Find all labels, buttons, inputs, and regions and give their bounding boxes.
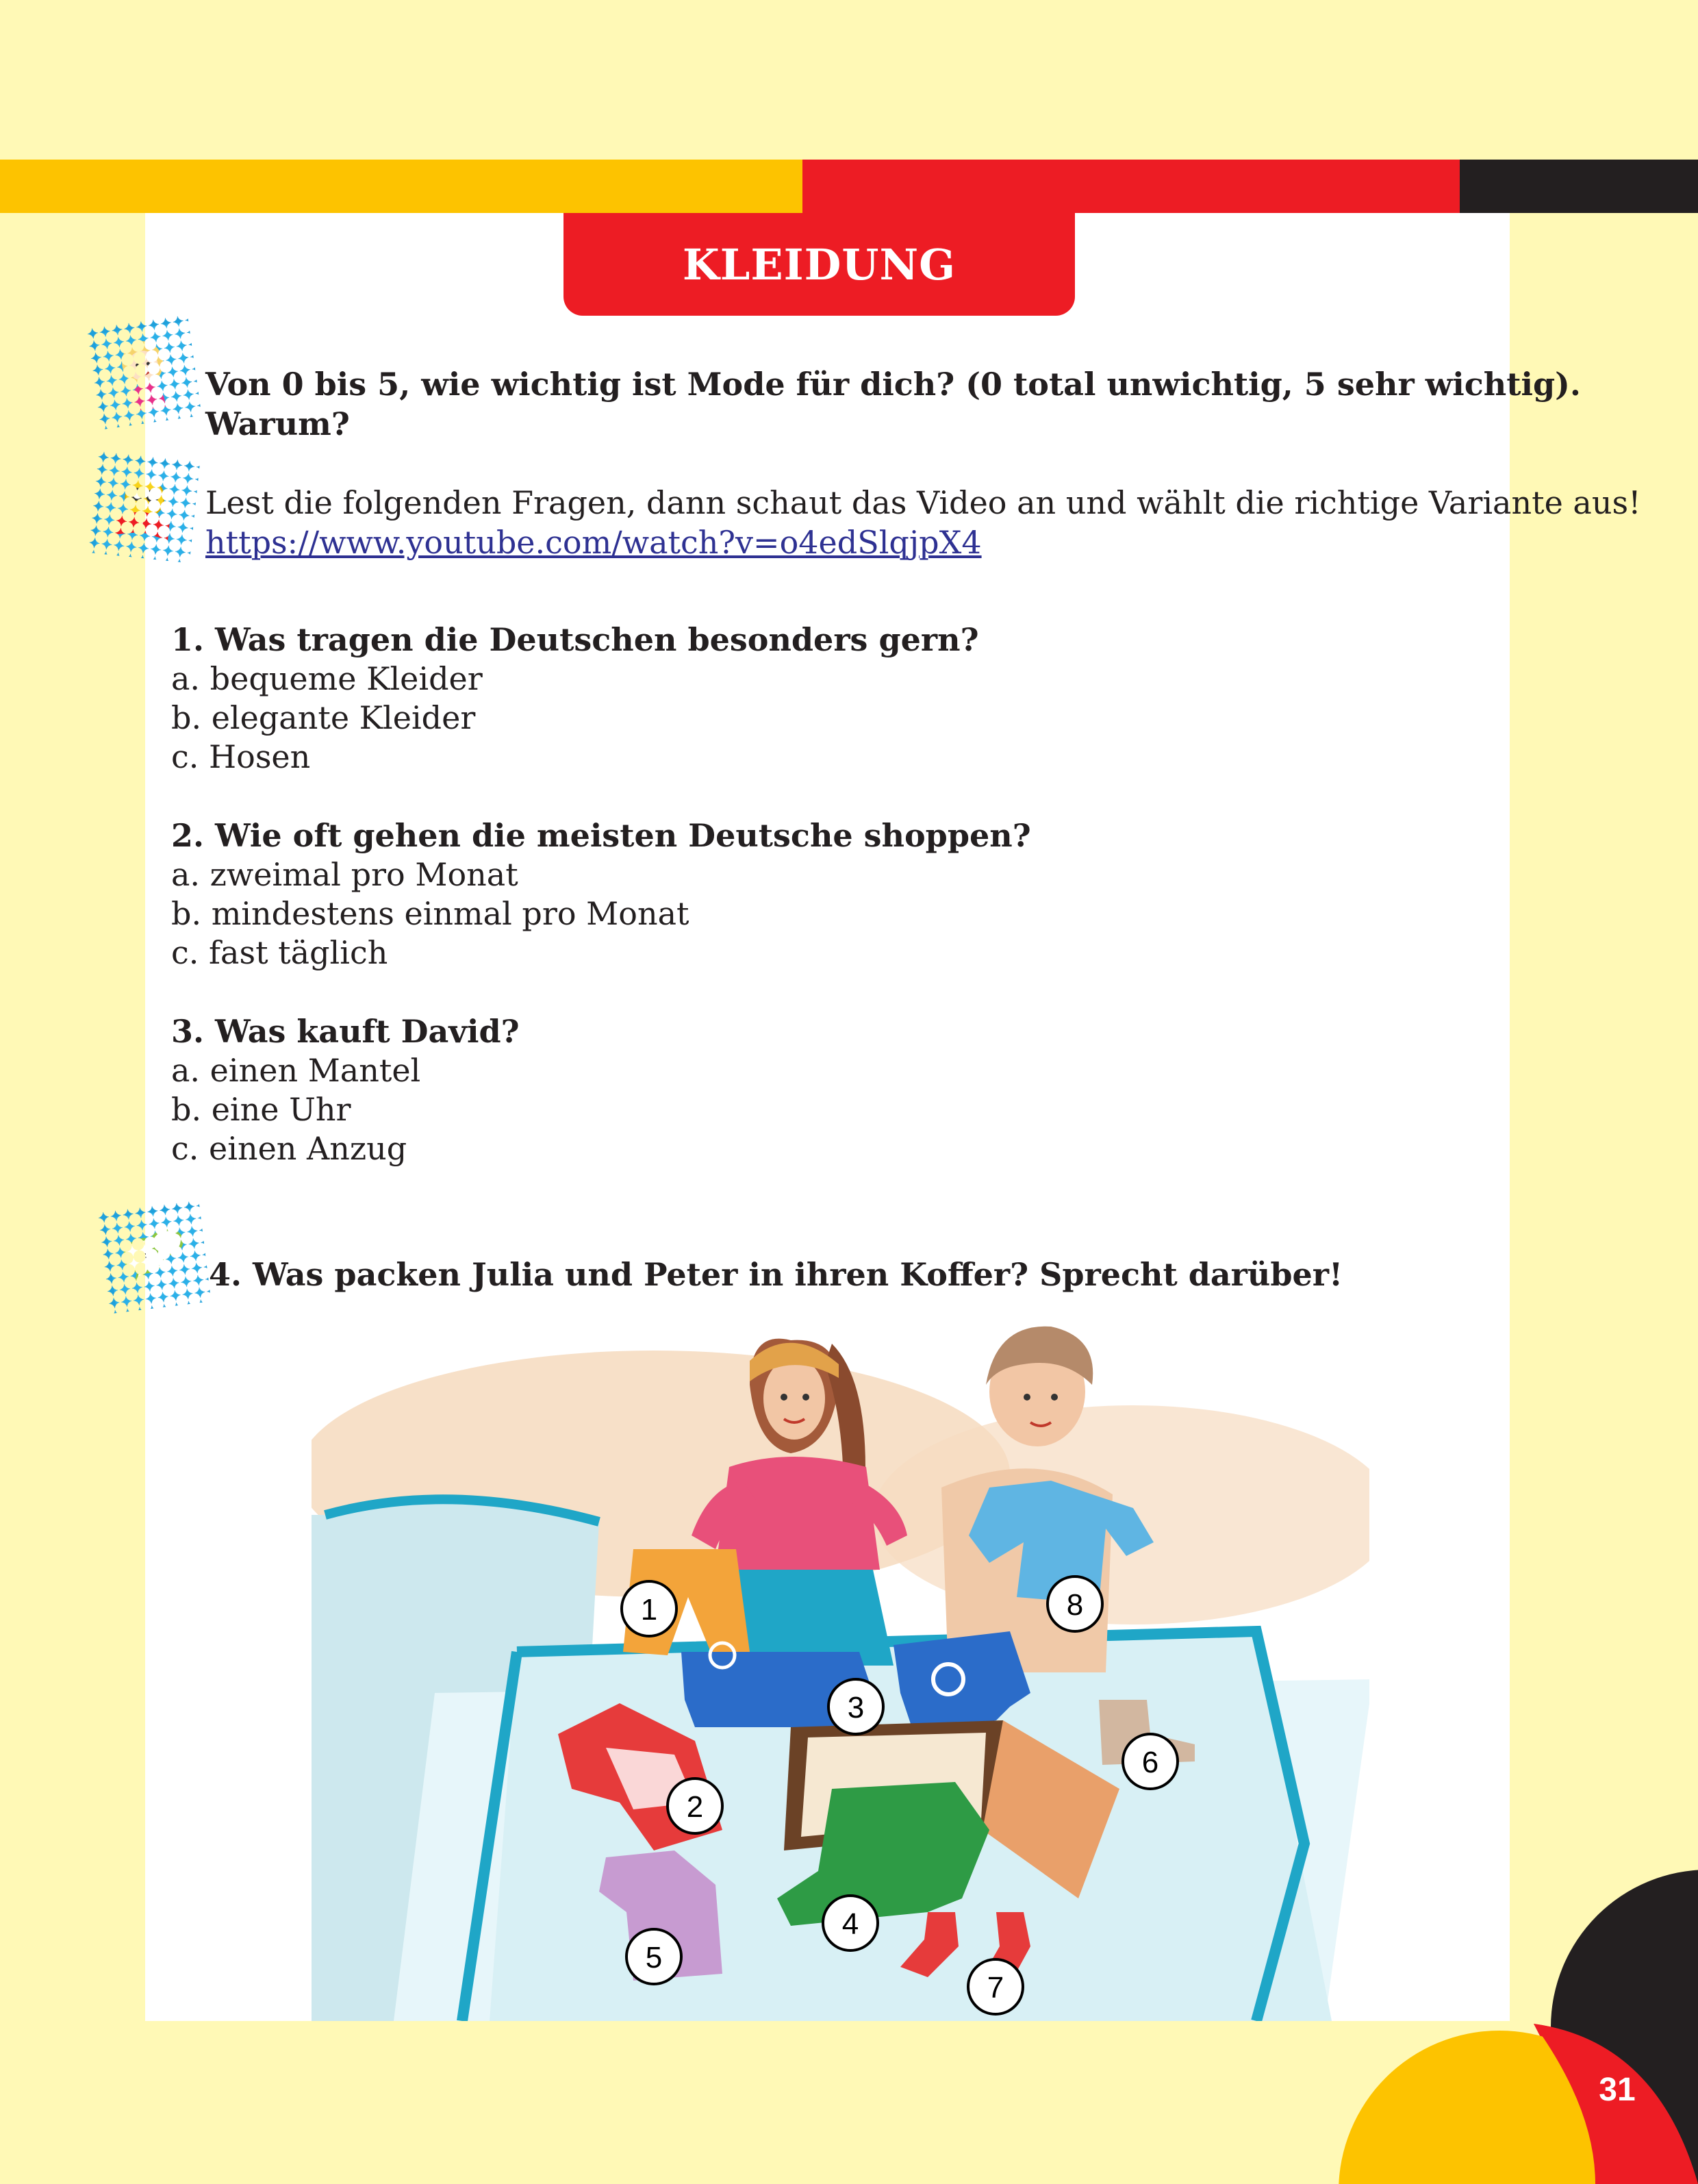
label-8: 8 (1066, 1588, 1084, 1622)
label-2: 2 (686, 1790, 704, 1824)
label-3: 3 (847, 1691, 865, 1724)
question-1-option-a: a. bequeme Kleider (171, 660, 483, 697)
question-2-option-a: a. zweimal pro Monat (171, 856, 518, 893)
label-4: 4 (841, 1907, 859, 1941)
question-3-option-c: c. einen Anzug (171, 1130, 407, 1167)
question-1-option-b: b. elegante Kleider (171, 699, 476, 736)
question-3: 3. Was kauft David? (171, 1013, 520, 1050)
instruction-text: Lest die folgenden Fragen, dann schaut das Video an und wählt die richtige Variante aus! (205, 484, 1641, 521)
label-1: 1 (640, 1593, 658, 1627)
label-5: 5 (645, 1941, 663, 1974)
page-number: 31 (1599, 2072, 1636, 2108)
question-2: 2. Wie oft gehen die meisten Deutsche shoppen? (171, 817, 1031, 854)
page-title: KLEIDUNG (682, 239, 956, 290)
intro-question-why: Warum? (205, 405, 350, 442)
video-link[interactable]: https://www.youtube.com/watch?v=o4edSlqjpX4 (205, 524, 982, 561)
question-2-option-b: b. mindestens einmal pro Monat (171, 895, 689, 932)
label-6: 6 (1141, 1746, 1159, 1779)
intro-question: Von 0 bis 5, wie wichtig ist Mode für dich? (0 total unwichtig, 5 sehr wichtig). (205, 366, 1581, 403)
question-3-option-b: b. eine Uhr (171, 1091, 351, 1128)
question-4: 4. Was packen Julia und Peter in ihren Koffer? Sprecht darüber! (209, 1256, 1343, 1293)
question-1-option-c: c. Hosen (171, 738, 311, 775)
question-2-option-c: c. fast täglich (171, 934, 388, 971)
question-3-option-a: a. einen Mantel (171, 1052, 421, 1089)
question-1: 1. Was tragen die Deutschen besonders gern? (171, 621, 979, 658)
label-7: 7 (987, 1971, 1004, 2005)
